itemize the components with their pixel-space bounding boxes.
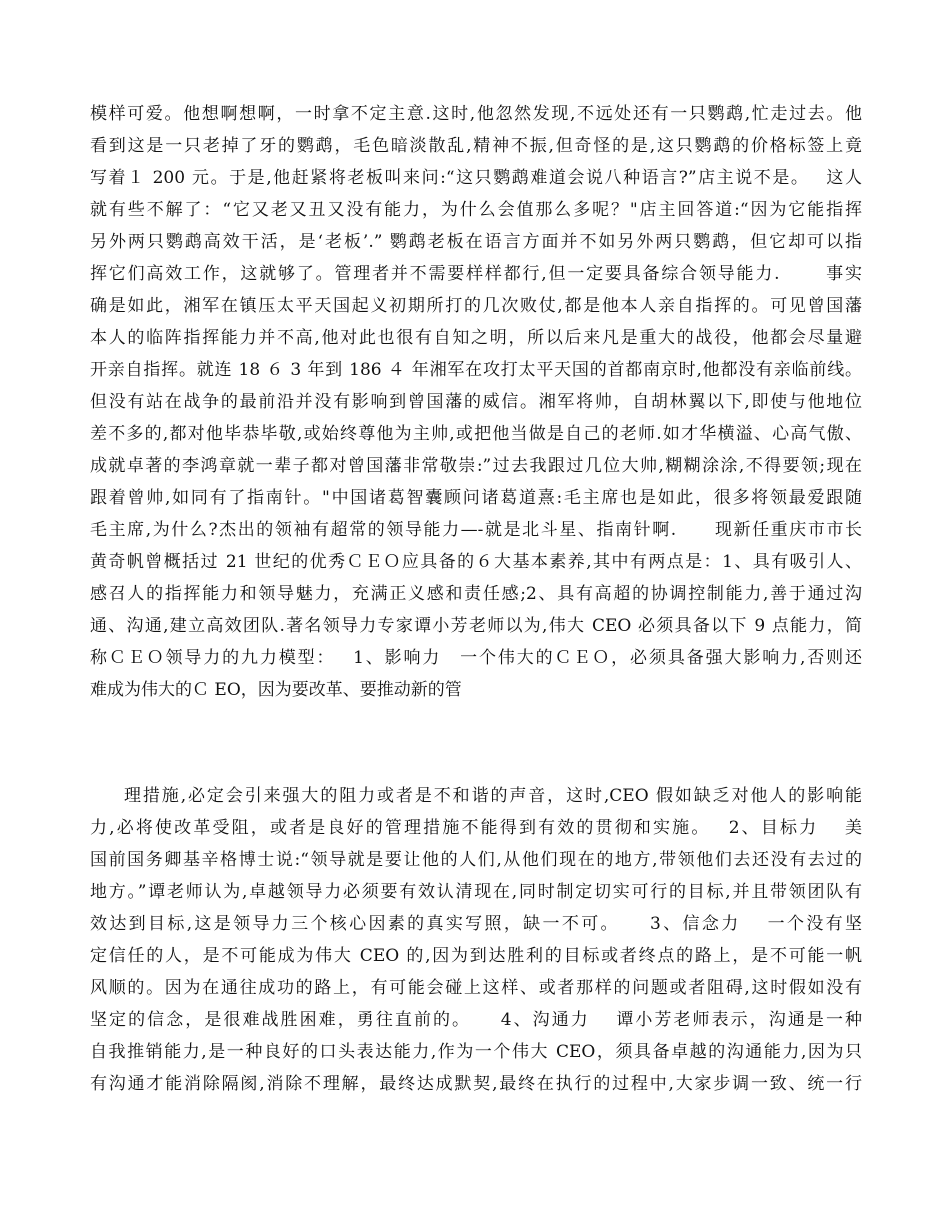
text-line: 通、沟通,建立高效团队.著名领导力专家谭小芳老师以为,伟大 CEO 必须具备以下 9 点能力，简 [90, 616, 862, 636]
text-line: 有沟通才能消除隔阂,消除不理解，最终达成默契,最终在执行的过程中,大家步调一致、统一行 [90, 1074, 862, 1094]
text-line: 写着１ 200 元。于是,他赶紧将老板叫来问:“这只鹦鹉难道会说八种语言?”店主说不是。 这人 [90, 168, 862, 188]
text-line: 本人的临阵指挥能力并不高,他对此也很有自知之明，所以后来凡是重大的战役，他都会尽量避 [90, 328, 862, 348]
text-line: 开亲自指挥。就连 18 ６ 3 年到 186 ４ 年湘军在攻打太平天国的首都南京时,他都没有亲临前线。 [90, 360, 862, 380]
paragraph-1 [90, 98, 862, 706]
text-line: 跟着曾帅,如同有了指南针。"中国诸葛智囊顾问诸葛道熹:毛主席也是如此，很多将领最爱跟随 [90, 488, 862, 508]
text-line: 确是如此，湘军在镇压太平天国起义初期所打的几次败仗,都是他本人亲自指挥的。可见曾国藩 [90, 296, 862, 316]
text-line: 另外两只鹦鹉高效干活，是‘老板’.” 鹦鹉老板在语言方面并不如另外两只鹦鹉，但它却可以指 [90, 232, 862, 252]
text-line: 模样可爱。他想啊想啊，一时拿不定主意.这时,他忽然发现,不远处还有一只鹦鹉,忙走过去。他 [90, 104, 862, 124]
text-line: 看到这是一只老掉了牙的鹦鹉，毛色暗淡散乱,精神不振,但奇怪的是,这只鹦鹉的价格标签上竟 [90, 136, 862, 156]
text-line: 自我推销能力,是一种良好的口头表达能力,作为一个伟大 CEO，须具备卓越的沟通能力,因为只 [90, 1042, 862, 1062]
text-line: 但没有站在战争的最前沿并没有影响到曾国藩的威信。湘军将帅，自胡林翼以下,即使与他地位 [90, 392, 862, 412]
text-line: 成就卓著的李鸿章就一辈子都对曾国藩非常敬崇:”过去我跟过几位大帅,糊糊涂涂,不得要领;现在 [90, 456, 862, 476]
text-line: 感召人的指挥能力和领导魅力，充满正义感和责任感;2、具有高超的协调控制能力,善于通过沟 [90, 584, 862, 604]
text-line: 毛主席,为什么?杰出的领袖有超常的领导能力—-就是北斗星、指南针啊. 现新任重庆市市长 [90, 520, 862, 540]
text-line: 挥它们高效工作，这就够了。管理者并不需要样样都行,但一定要具备综合领导能力. 事实 [90, 264, 862, 284]
text-line: 理措施,必定会引来强大的阻力或者是不和谐的声音，这时,CEO 假如缺乏对他人的影响能 [124, 786, 862, 806]
text-line: 风顺的。因为在通往成功的路上，有可能会碰上这样、或者那样的问题或者阻碍,这时假如没有 [90, 978, 862, 998]
text-line: 坚定的信念，是很难战胜困难，勇往直前的。 4、沟通力 谭小芳老师表示，沟通是一种 [90, 1010, 862, 1030]
text-line: 就有些不解了：“它又老又丑又没有能力，为什么会值那么多呢？"店主回答道:“因为它能指挥 [90, 200, 862, 220]
text-line: 称ＣＥＯ领导力的九力模型： 1、影响力 一个伟大的ＣＥＯ，必须具备强大影响力,否则还 [90, 648, 862, 668]
text-line: 地方。”谭老师认为,卓越领导力必须要有效认清现在,同时制定切实可行的目标,并且带领团队有 [90, 882, 862, 902]
paragraph-2 [90, 780, 862, 1100]
text-line: 定信任的人，是不可能成为伟大 CEO 的,因为到达胜利的目标或者终点的路上，是不可能一帆 [90, 946, 862, 966]
text-line: 国前国务卿基辛格博士说:“领导就是要让他的人们,从他们现在的地方,带领他们去还没有去过的 [90, 850, 862, 870]
text-line: 力,必将使改革受阻，或者是良好的管理措施不能得到有效的贯彻和实施。 2、目标力 美 [90, 818, 862, 838]
text-line: 难成为伟大的Ｃ EO，因为要改革、要推动新的管 [90, 680, 462, 700]
text-line: 差不多的,都对他毕恭毕敬,或始终尊他为主帅,或把他当做是自己的老师.如才华横溢、心高气傲、 [90, 424, 862, 444]
text-line: 黄奇帆曾概括过 21 世纪的优秀ＣＥＯ应具备的６大基本素养,其中有两点是：1、具有吸引人、 [90, 552, 862, 572]
text-line: 效达到目标,这是领导力三个核心因素的真实写照，缺一不可。 3、信念力 一个没有坚 [90, 914, 862, 934]
